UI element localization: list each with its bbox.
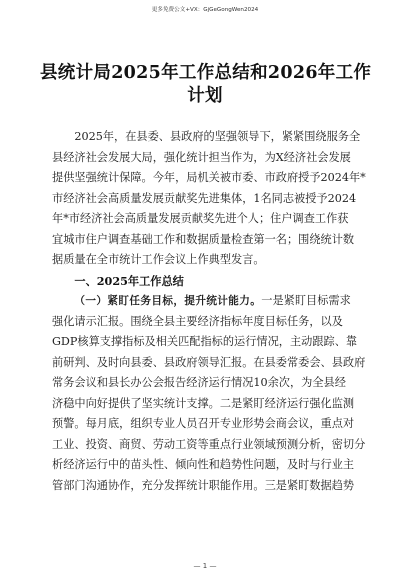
intro-line: 宜城市住户调查基础工作和数据质量检查第一名；围绕统计数 [52,232,355,246]
intro-line: 市经济社会高质量发展贡献奖先进集体，1名同志被授予2024 [52,191,357,205]
sub1-line: GDP核算支撑指标及相关匹配指标的运行情况，主动跟踪、靠 [52,335,358,348]
sub1-line: 一是紧盯目标需求 [261,294,351,307]
page-number: — 1 — [193,562,217,570]
intro-line: 年*市经济社会高质量发展贡献奖先进个人；住户调查工作获 [52,212,349,225]
sub1-line: 工业、投资、商贸、劳动工资等重点行业领域预测分析，密切分 [52,437,366,451]
intro-line: 提供坚强统计保障。今年，局机关被市委、市政府授予2024年* [52,171,366,184]
title-line-2: 计划 [187,86,223,106]
header-banner: 更多免费公文+VX：GjGeGongWen2024 [151,7,259,13]
sub1-line: 强化请示汇报。围绕全县主要经济指标年度目标任务，以及 [52,314,343,328]
document-title [40,62,370,108]
sub1-line: 济稳中向好提供了坚实统计支撑。二是紧盯经济运行强化监测 [52,396,355,410]
intro-line: 据质量在全市统计工作会议上作典型发言。 [52,253,265,266]
intro-line: 县经济社会发展大局，强化统计担当作为，为X经济社会发展 [52,150,351,164]
sub1-line: 常务会议和县长办公会报告经济运行情况10余次，为全县经 [52,376,346,389]
sub1-line: 前研判、及时向县委、县政府领导汇报。在县委常委会、县政府 [52,355,366,369]
title-line-1: 县统计局2025年工作总结和2026年工作 [40,63,372,83]
subsection-line [52,291,360,312]
intro-line: 2025年，在县委、县政府的坚强领导下，紧紧围绕服务全 [74,130,361,143]
sub1-line: 管部门沟通协作，充分发挥统计职能作用。三是紧盯数据趋势 [52,478,355,492]
sub1-line: 析经济运行中的苗头性、倾向性和趋势性问题，及时与行业主 [52,458,355,471]
subsection-heading: （一）紧盯任务目标，提升统计能力。 [74,295,262,307]
sub1-line: 预警。每月底，组织专业人员召开专业形势会商会议，重点对 [52,417,355,430]
document-body [52,127,366,496]
section-heading: 一、2025年工作总结 [74,273,184,288]
